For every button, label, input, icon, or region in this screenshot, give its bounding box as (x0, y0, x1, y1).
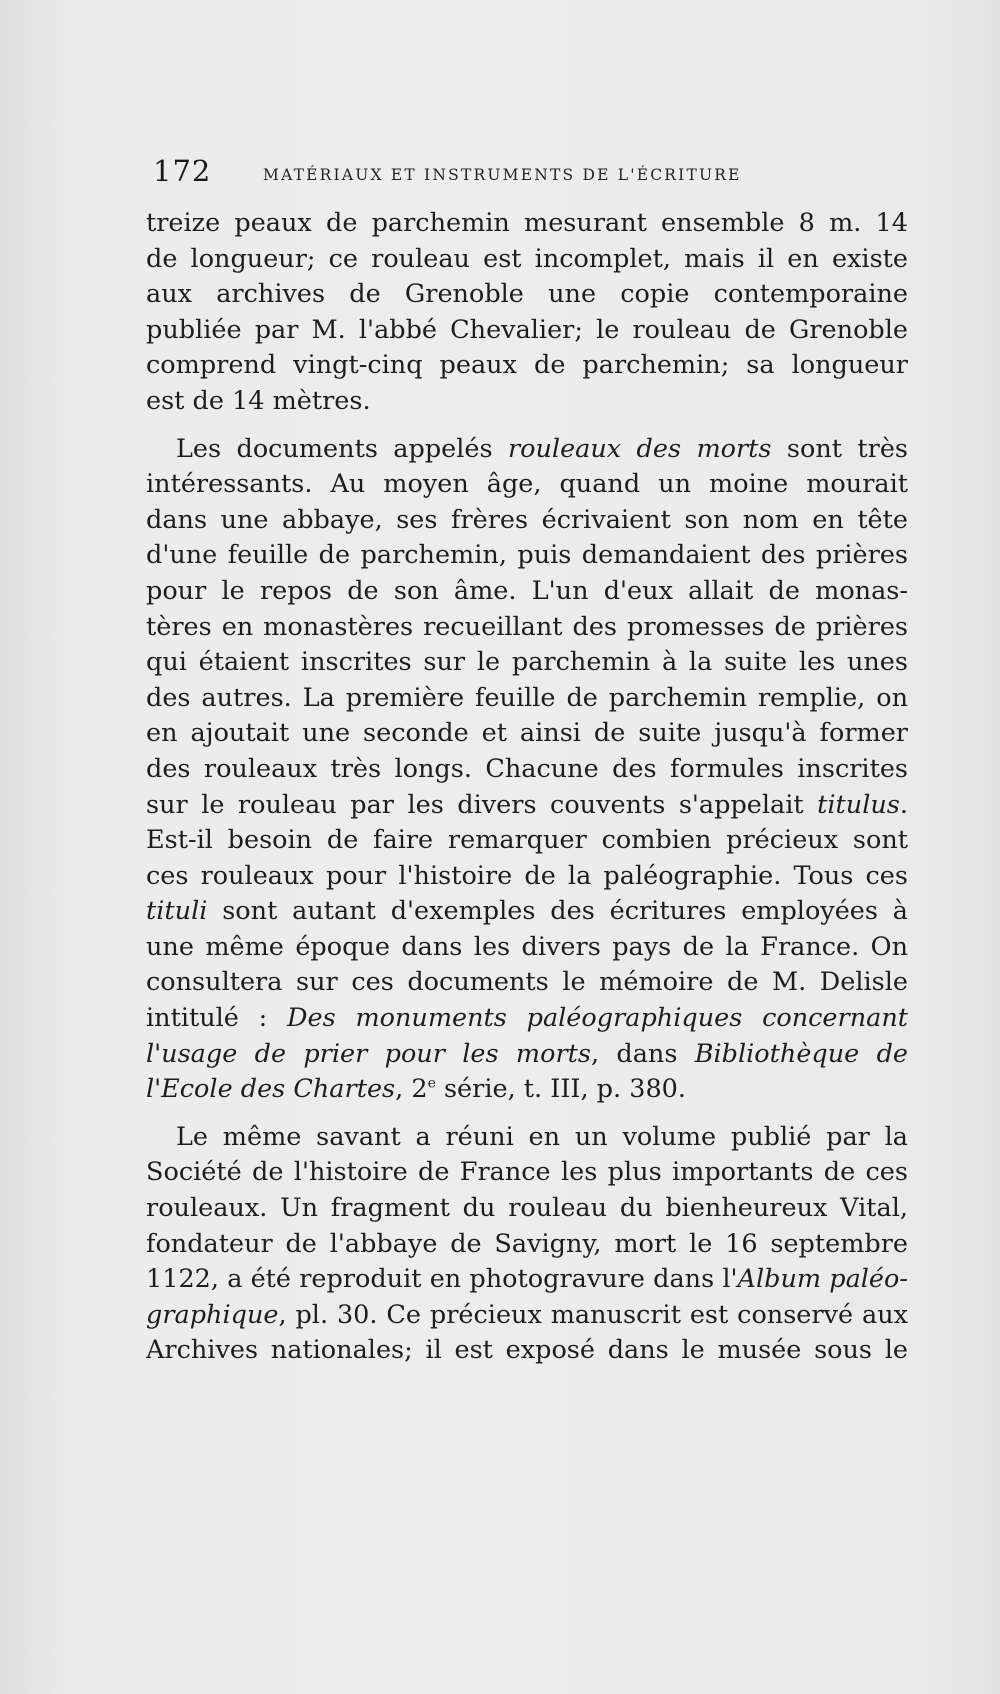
text-line: fondateur de l'abbaye de Savigny, mort le 16 septembre (146, 1228, 908, 1259)
text-line: l'usage de prier pour les morts, dans Bibliothèque de (146, 1038, 908, 1069)
text-line: tères en monastères recueillant des promesses de prières (146, 611, 908, 642)
page-number: 172 (153, 154, 212, 188)
text-line: tituli sont autant d'exemples des écritures employées à (146, 896, 908, 927)
text-line: treize peaux de parchemin mesurant ensemble 8 m. 14 (146, 208, 908, 238)
italic-title: Bibliothèque de (694, 1038, 908, 1069)
italic-title: l'usage de prier pour les morts (146, 1038, 591, 1069)
text-line: Les documents appelés rouleaux des morts sont très (176, 433, 908, 464)
text-line: de longueur; ce rouleau est incomplet, mais il en existe (146, 243, 908, 274)
text-line: dans une abbaye, ses frères écrivaient son nom en tête (146, 504, 908, 535)
text-line: graphique, pl. 30. Ce précieux manuscrit est conservé aux (146, 1299, 908, 1330)
italic-title: l'Ecole des Chartes (146, 1074, 396, 1105)
page-header (153, 152, 913, 192)
text-line: 1122, a été reproduit en photogravure dans l'Album paléo- (146, 1264, 908, 1295)
text-line: Le même savant a réuni en un volume publié par la (176, 1121, 908, 1152)
text-line: ces rouleaux pour l'histoire de la paléographie. Tous ces (146, 860, 908, 891)
text-line: en ajoutait une seconde et ainsi de suite jusqu'à former (146, 718, 908, 749)
italic-term: tituli (146, 896, 208, 927)
text-line: intéressants. Au moyen âge, quand un moine mourait (146, 469, 908, 500)
text-line: d'une feuille de parchemin, puis demandaient des prières (146, 540, 908, 571)
paragraph (146, 206, 908, 420)
italic-term: titulus (817, 789, 900, 820)
text-line: aux archives de Grenoble une copie contemporaine (146, 279, 908, 310)
text-line: Archives nationales; il est exposé dans le musée sous le (146, 1335, 908, 1366)
text-line: une même époque dans les divers pays de la France. On (146, 931, 908, 962)
text-line: des autres. La première feuille de parchemin remplie, on (146, 682, 908, 713)
text-line: rouleaux. Un fragment du rouleau du bienheureux Vital, (146, 1193, 908, 1224)
text-line: pour le repos de son âme. L'un d'eux allait de monas- (146, 575, 908, 606)
text-line: consultera sur ces documents le mémoire de M. Delisle (146, 967, 908, 998)
text-line: qui étaient inscrites sur le parchemin à la suite les unes (146, 647, 908, 678)
text-line: l'Ecole des Chartes, 2e série, t. III, p. 380. (146, 1074, 686, 1105)
paragraph (146, 432, 908, 1108)
text-line: comprend vingt-cinq peaux de parchemin; sa longueur (146, 350, 908, 381)
paragraph (146, 1120, 908, 1369)
body-text (146, 206, 908, 1369)
italic-title: graphique (146, 1299, 279, 1330)
text-line: des rouleaux très longs. Chacune des formules inscrites (146, 753, 908, 784)
italic-title: Des monuments paléographiques concernant (287, 1003, 908, 1034)
text-line: Société de l'histoire de France les plus importants de ces (146, 1157, 908, 1188)
text-line: est de 14 mètres. (146, 385, 371, 416)
text-line: Est-il besoin de faire remarquer combien précieux sont (146, 825, 908, 856)
italic-title: rouleaux des morts (507, 433, 772, 464)
text-line: publiée par M. l'abbé Chevalier; le rouleau de Grenoble (146, 314, 908, 345)
text-line: sur le rouleau par les divers couvents s'appelait titulus. (146, 789, 908, 820)
text-line: intitulé : Des monuments paléographiques concernant (146, 1003, 908, 1034)
italic-title: Album paléo- (737, 1264, 908, 1295)
running-title: MATÉRIAUX ET INSTRUMENTS DE L'ÉCRITURE (263, 166, 742, 184)
